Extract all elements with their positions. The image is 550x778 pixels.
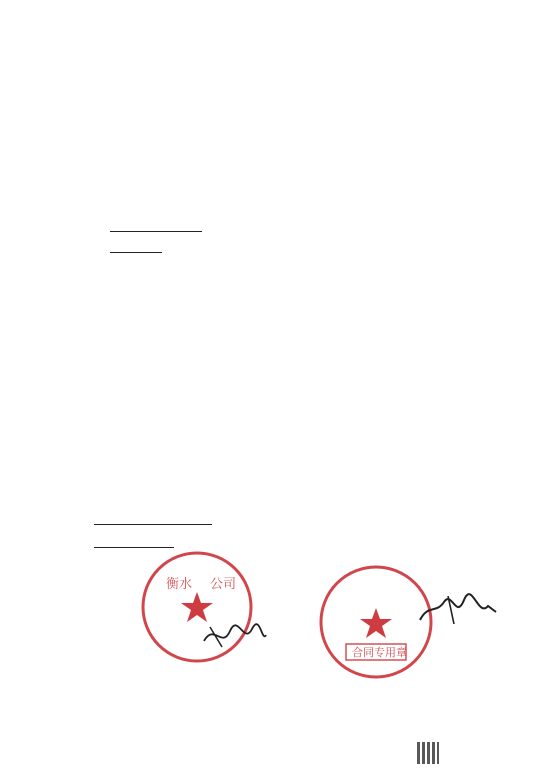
party-b-signature [418, 590, 498, 630]
party-a-signature [200, 615, 270, 655]
qr-code-icon [417, 742, 439, 764]
option-line [110, 243, 162, 257]
svg-text:衡水: 衡水 [166, 577, 193, 592]
party-a-date [92, 652, 118, 666]
copies-blank [94, 547, 122, 548]
court-blank [110, 252, 162, 253]
other-terms-blank [94, 524, 212, 525]
svg-text:公司: 公司 [210, 577, 237, 592]
svg-text:合同专用章: 合同专用章 [352, 646, 407, 659]
option-line [110, 222, 202, 236]
arbitration-blank [110, 231, 202, 232]
paragraph-line [94, 515, 212, 529]
